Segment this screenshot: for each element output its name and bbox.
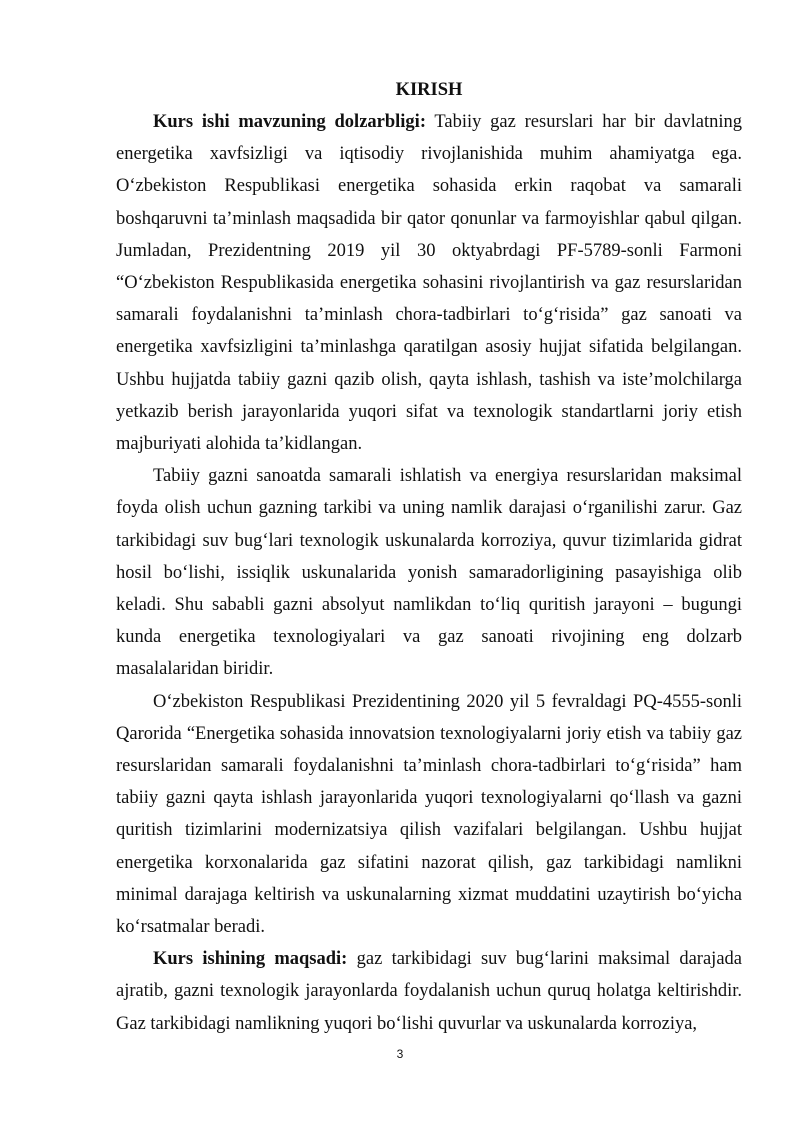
paragraph-purpose [116,943,742,1040]
paragraph-text: gaz tarkibidagi suv bug‘larini maksimal darajada ajratib, gazni texnologik jarayonlarda foydalanish uchun quruq holatga keltirishdir. Gaz tarkibidagi namlikning yuqori bo‘lishi quvurlar va uskunalarda korroziya, [116,949,742,1034]
paragraph-lead: Kurs ishi mavzuning dolzarbligi: [153,112,426,132]
page-content [116,74,742,1040]
paragraph-text: Tabiiy gaz resurslari har bir davlatning energetika xavfsizligi va iqtisodiy rivojlanishida muhim ahamiyatga ega. O‘zbekiston Respublikasi energetika sohasida erkin raqobat va samarali boshqaruvni ta’minlash maqsadida bir qator qonunlar va farmoyishlar qabul qilgan. Jumladan, Prezidentning 2019 yil 30 oktyabrdagi PF-5789-sonli Farmoni “O‘zbekiston Respublikasida energetika sohasini rivojlantirish va gaz resurslaridan samarali foydalanishni ta’minlash chora-tadbirlari to‘g‘risida” gaz sanoati va energetika xavfsizligini ta’minlashga qaratilgan asosiy hujjat sifatida belgilangan. Ushbu hujjatda tabiiy gazni qazib olish, qayta ishlash, tashish va iste’molchilarga yetkazib berish jarayonlarida yuqori sifat va texnologik standartlarni joriy etish majburiyati alohida ta’kidlangan. [116,112,742,455]
paragraph-relevance [116,106,742,460]
paragraph-text: O‘zbekiston Respublikasi Prezidentining 2020 yil 5 fevraldagi PQ-4555-sonli Qarorida “Energetika sohasida innovatsion texnologiyalarni joriy etish va tabiiy gaz resurslaridan samarali foydalanishni ta’minlash chora-tadbirlari to‘g‘risida” ham tabiiy gazni qayta ishlash jarayonlarida yuqori texnologiyalarni qo‘llash va gazni quritish tizimlarini modernizatsiya qilish vazifalari belgilangan. Ushbu hujjat energetika korxonalarida gaz sifatini nazorat qilish, gaz tarkibidagi namlikni minimal darajaga keltirish va uskunalarning xizmat muddatini uzaytirish bo‘yicha ko‘rsatmalar beradi. [116,691,742,938]
paragraph-presidential-decree [116,686,742,944]
paragraph-gas-composition [116,460,742,685]
paragraph-lead: Kurs ishining maqsadi: [153,949,348,970]
page-number: 3 [396,1047,404,1061]
section-heading: KIRISH [395,80,463,100]
paragraph-text: Tabiiy gazni sanoatda samarali ishlatish va energiya resurslaridan maksimal foyda olish uchun gazning tarkibi va uning namlik darajasi o‘rganilishi zarur. Gaz tarkibidagi suv bug‘lari texnologik uskunalarda korroziya, quvur tizimlarida gidrat hosil bo‘lishi, issiqlik uskunalarida yonish samaradorligining pasayishiga olib keladi. Shu sababli gazni absolyut namlikdan to‘liq quritish jarayoni – bugungi kunda energetika texnologiyalari va gaz sanoati rivojining eng dolzarb masalalaridan biridir. [116,466,742,680]
